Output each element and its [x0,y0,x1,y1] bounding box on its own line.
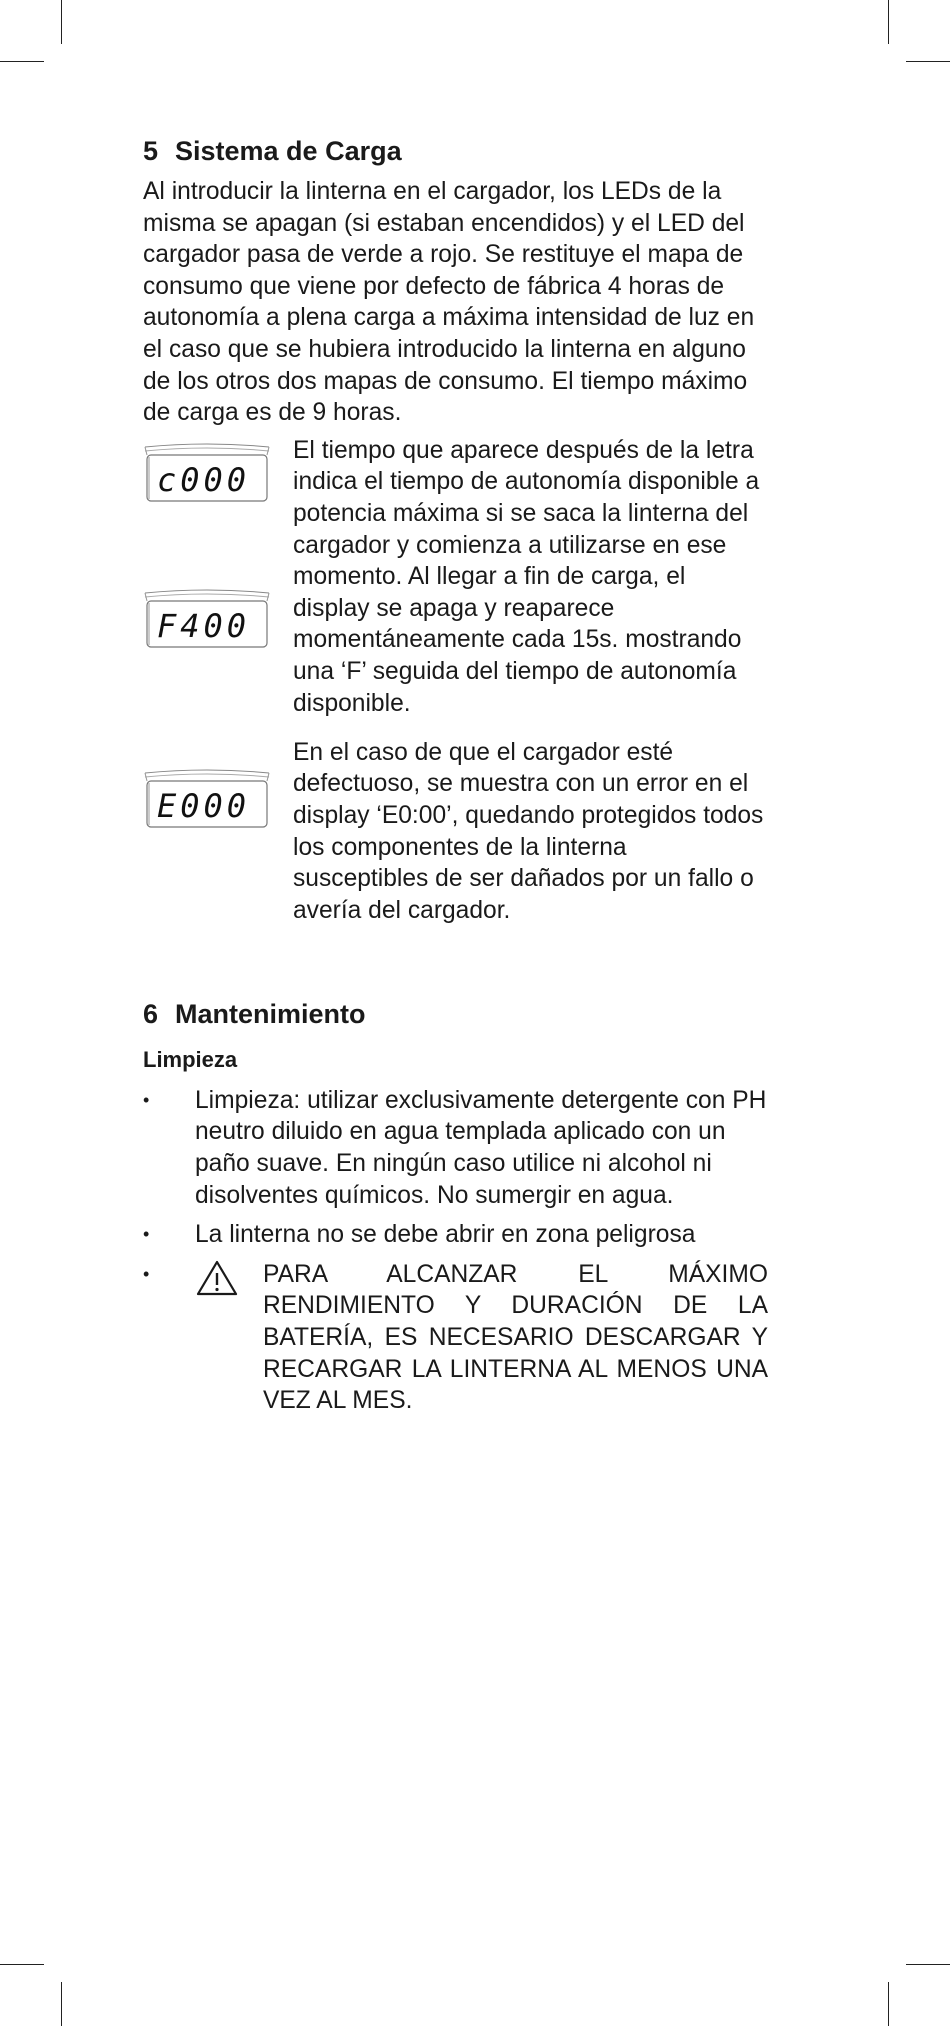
crop-mark [888,1982,889,2026]
section-title: Mantenimiento [175,998,366,1029]
list-item [143,1219,768,1251]
section-number: 5 [143,136,159,166]
section-number: 6 [143,998,159,1029]
lcd-readout: E000 [157,786,251,825]
crop-mark [0,61,44,62]
crop-mark [61,0,62,44]
error-paragraph: En el caso de que el cargador esté defectuoso, se muestra con un error en el display ‘E0:00’, quedando protegidos todos los componentes de la linterna susceptibles de ser dañados por un fallo o avería del cargador. [293,738,764,924]
lcd-display-charging [143,439,271,507]
bullet-marker: • [143,1089,150,1110]
lcd-readout: c000 [157,460,251,499]
section-title: Sistema de Carga [175,136,402,166]
charging-paragraph: El tiempo que aparece después de la letra indica el tiempo de autonomía disponible a potencia máxima si se saca la linterna del cargador y comienza a utilizarse en ese momento. Al llegar a fin de carga, el display se apaga y reaparece momentáneamente cada 15s. mostrando una ‘F’ seguida del tiempo de autonomía disponible. [293,436,760,717]
display-figures [143,435,293,731]
crop-mark [0,1964,44,1965]
list-item-text: Limpieza: utilizar exclusivamente detergente con PH neutro diluido en agua templada aplicado con un paño suave. En ningún caso utilice ni alcohol ni disolventes químicos. No sumergir en agua. [195,1086,767,1209]
document-page [143,134,768,1425]
list-item-warning [143,1259,768,1417]
subsection-heading: Limpieza [143,1046,238,1072]
lcd-readout: F400 [157,606,251,645]
crop-mark [888,0,889,44]
section-5-heading [143,134,768,168]
lcd-display-full [143,585,271,653]
error-block [143,737,768,927]
charging-block [143,435,768,731]
crop-mark [61,1982,62,2026]
list-item-text: La linterna no se debe abrir en zona peligrosa [195,1221,696,1249]
lcd-display-error [143,765,271,833]
warning-block [195,1259,768,1417]
crop-mark [906,1964,950,1965]
display-figures [143,737,293,927]
bullet-marker: • [143,1224,150,1245]
bullet-marker: • [143,1263,150,1284]
crop-mark [906,61,950,62]
section-6-heading [143,997,768,1031]
list-item [143,1085,768,1211]
warning-text: PARA ALCANZAR EL MÁXIMO RENDIMIENTO Y DURACIÓN DE LA BATERÍA, ES NECESARIO DESCARGAR Y RECARGAR LA LINTERNA AL MENOS UNA VEZ AL MES. [263,1260,768,1415]
intro-paragraph: Al introducir la linterna en el cargador, los LEDs de la misma se apagan (si estaban encendidos) y el LED del cargador pasa de verde a rojo. Se restituye el mapa de consumo que viene por defecto de fábrica 4 horas de autonomía a plena carga a máxima intensidad de luz en el caso que se hubiera introducido la linterna en alguno de los otros dos mapas de consumo. El tiempo máximo de carga es de 9 horas. [143,178,755,427]
warning-triangle-icon [195,1259,263,1417]
